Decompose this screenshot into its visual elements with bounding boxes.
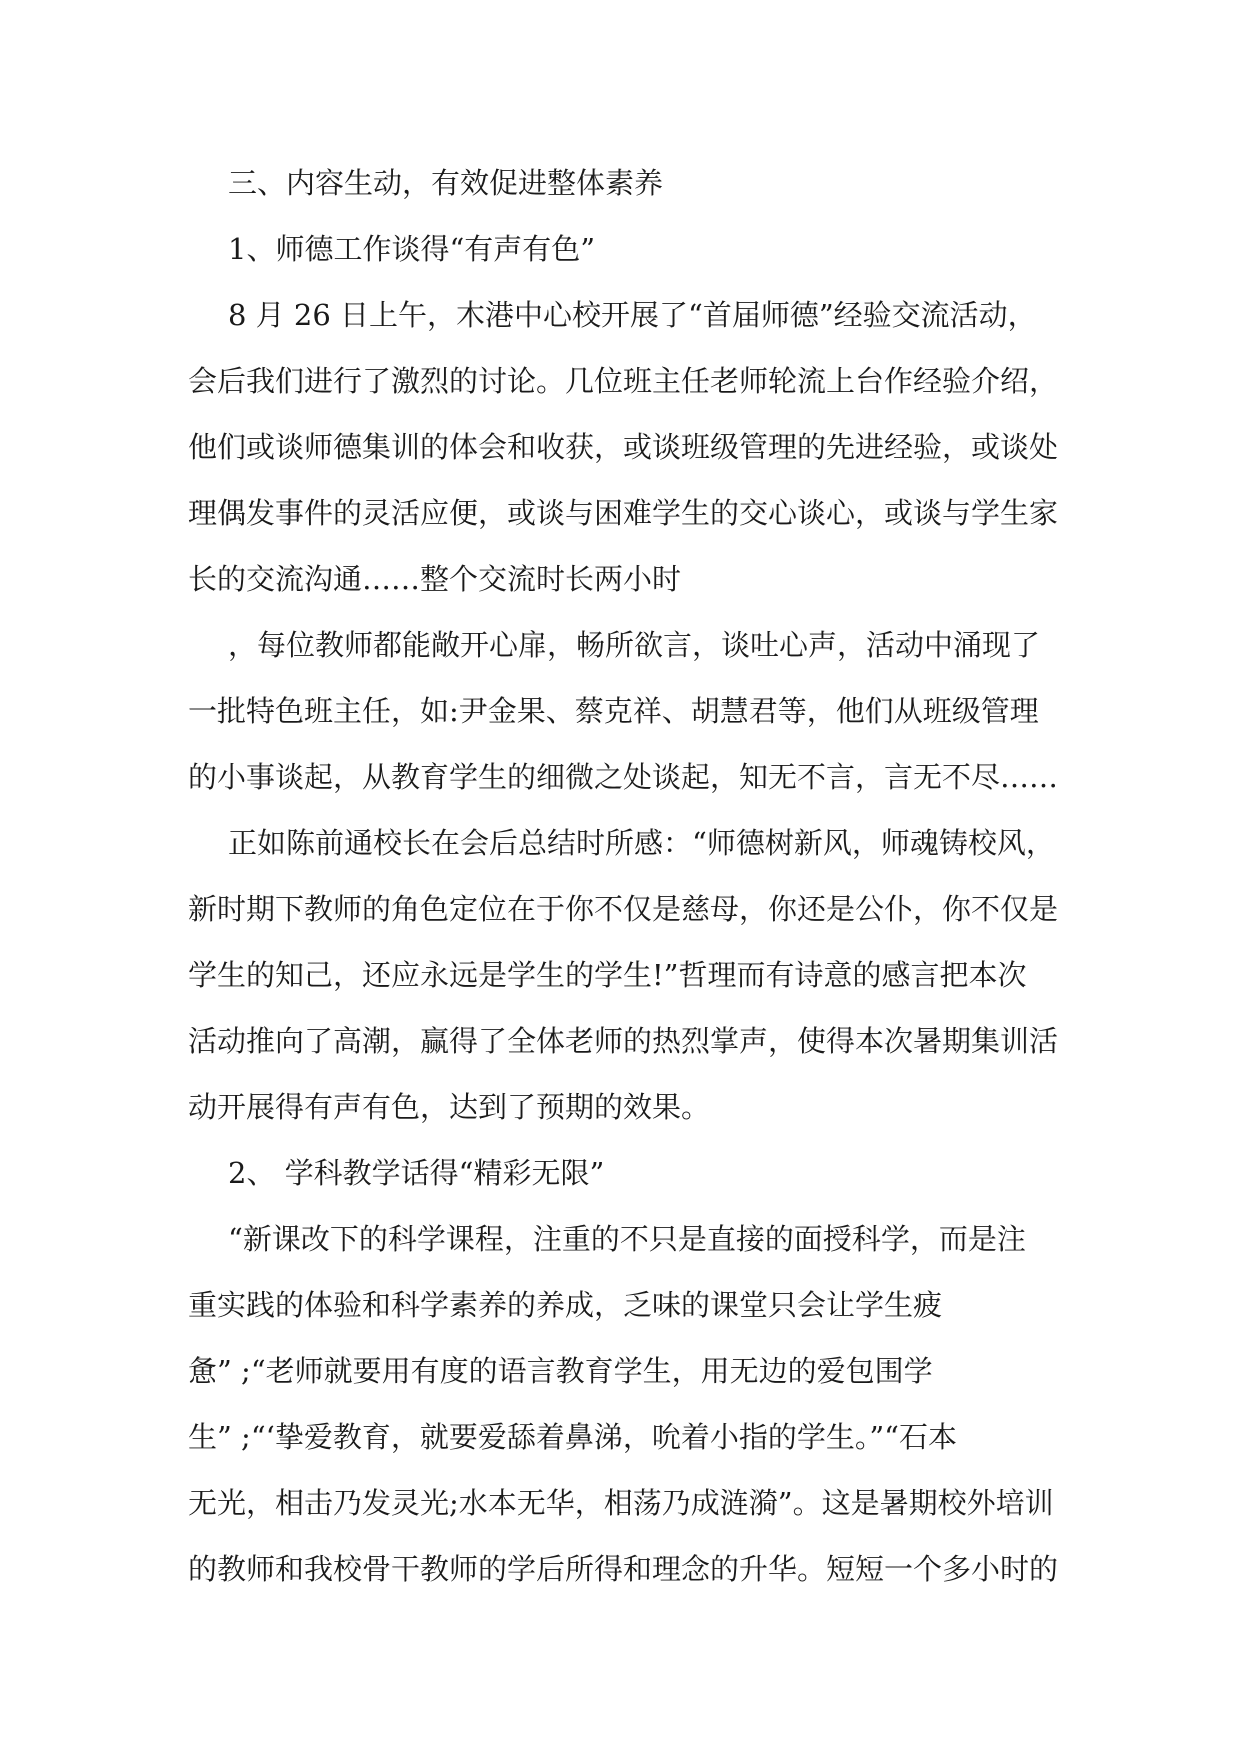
subheading-subject-teaching: 2、 学科教学话得“精彩无限” [228, 1156, 605, 1190]
paragraph-1 [188, 282, 1059, 612]
paragraph-3 [188, 810, 1059, 1140]
paragraph-line: “新课改下的科学课程，注重的不只是直接的面授科学，而是注 [228, 1222, 1026, 1256]
section-heading: 三、内容生动，有效促进整体素养 [228, 166, 664, 200]
paragraph-line: 惫” ;“老师就要用有度的语言教育学生，用无边的爱包围学 [188, 1354, 933, 1388]
paragraph-line: 他们或谈师德集训的体会和收获，或谈班级管理的先进经验，或谈处 [188, 430, 1059, 464]
paragraph-line: 的小事谈起，从教育学生的细微之处谈起，知无不言，言无不尽…… [188, 760, 1059, 794]
paragraph-line: 学生的知己，还应永远是学生的学生!”哲理而有诗意的感言把本次 [188, 958, 1027, 992]
paragraph-line: 会后我们进行了激烈的讨论。几位班主任老师轮流上台作经验介绍， [188, 364, 1059, 398]
paragraph-line: 理偶发事件的灵活应便，或谈与困难学生的交心谈心，或谈与学生家 [188, 496, 1059, 530]
document-body [188, 150, 1059, 1602]
paragraph-line: 重实践的体验和科学素养的养成，乏味的课堂只会让学生疲 [188, 1288, 943, 1322]
paragraph-line: 生” ;“‘挚爱教育，就要爱舔着鼻涕，吮着小指的学生。”“石本 [188, 1420, 958, 1454]
paragraph-2 [188, 612, 1059, 810]
paragraph-line: 的教师和我校骨干教师的学后所得和理念的升华。短短一个多小时的 [188, 1552, 1059, 1586]
paragraph-line: 正如陈前通校长在会后总结时所感：“师德树新风，师魂铸校风， [228, 826, 1055, 860]
subheading-teacher-ethics: 1、师德工作谈得“有声有色” [228, 232, 596, 266]
paragraph-line: 长的交流沟通……整个交流时长两小时 [188, 562, 682, 596]
paragraph-line: 一批特色班主任，如:尹金果、蔡克祥、胡慧君等，他们从班级管理 [188, 694, 1039, 728]
paragraph-line: ，每位教师都能敞开心扉，畅所欲言，谈吐心声，活动中涌现了 [228, 628, 1041, 662]
paragraph-line: 新时期下教师的角色定位在于你不仅是慈母，你还是公仆，你不仅是 [188, 892, 1059, 926]
paragraph-line: 活动推向了高潮，赢得了全体老师的热烈掌声，使得本次暑期集训活 [188, 1024, 1059, 1058]
paragraph-4 [188, 1206, 1059, 1602]
paragraph-line: 8 月 26 日上午，木港中心校开展了“首届师德”经验交流活动， [228, 298, 1037, 332]
paragraph-line: 动开展得有声有色，达到了预期的效果。 [188, 1090, 711, 1124]
paragraph-line: 无光，相击乃发灵光;水本无华，相荡乃成涟漪”。这是暑期校外培训 [188, 1486, 1054, 1520]
